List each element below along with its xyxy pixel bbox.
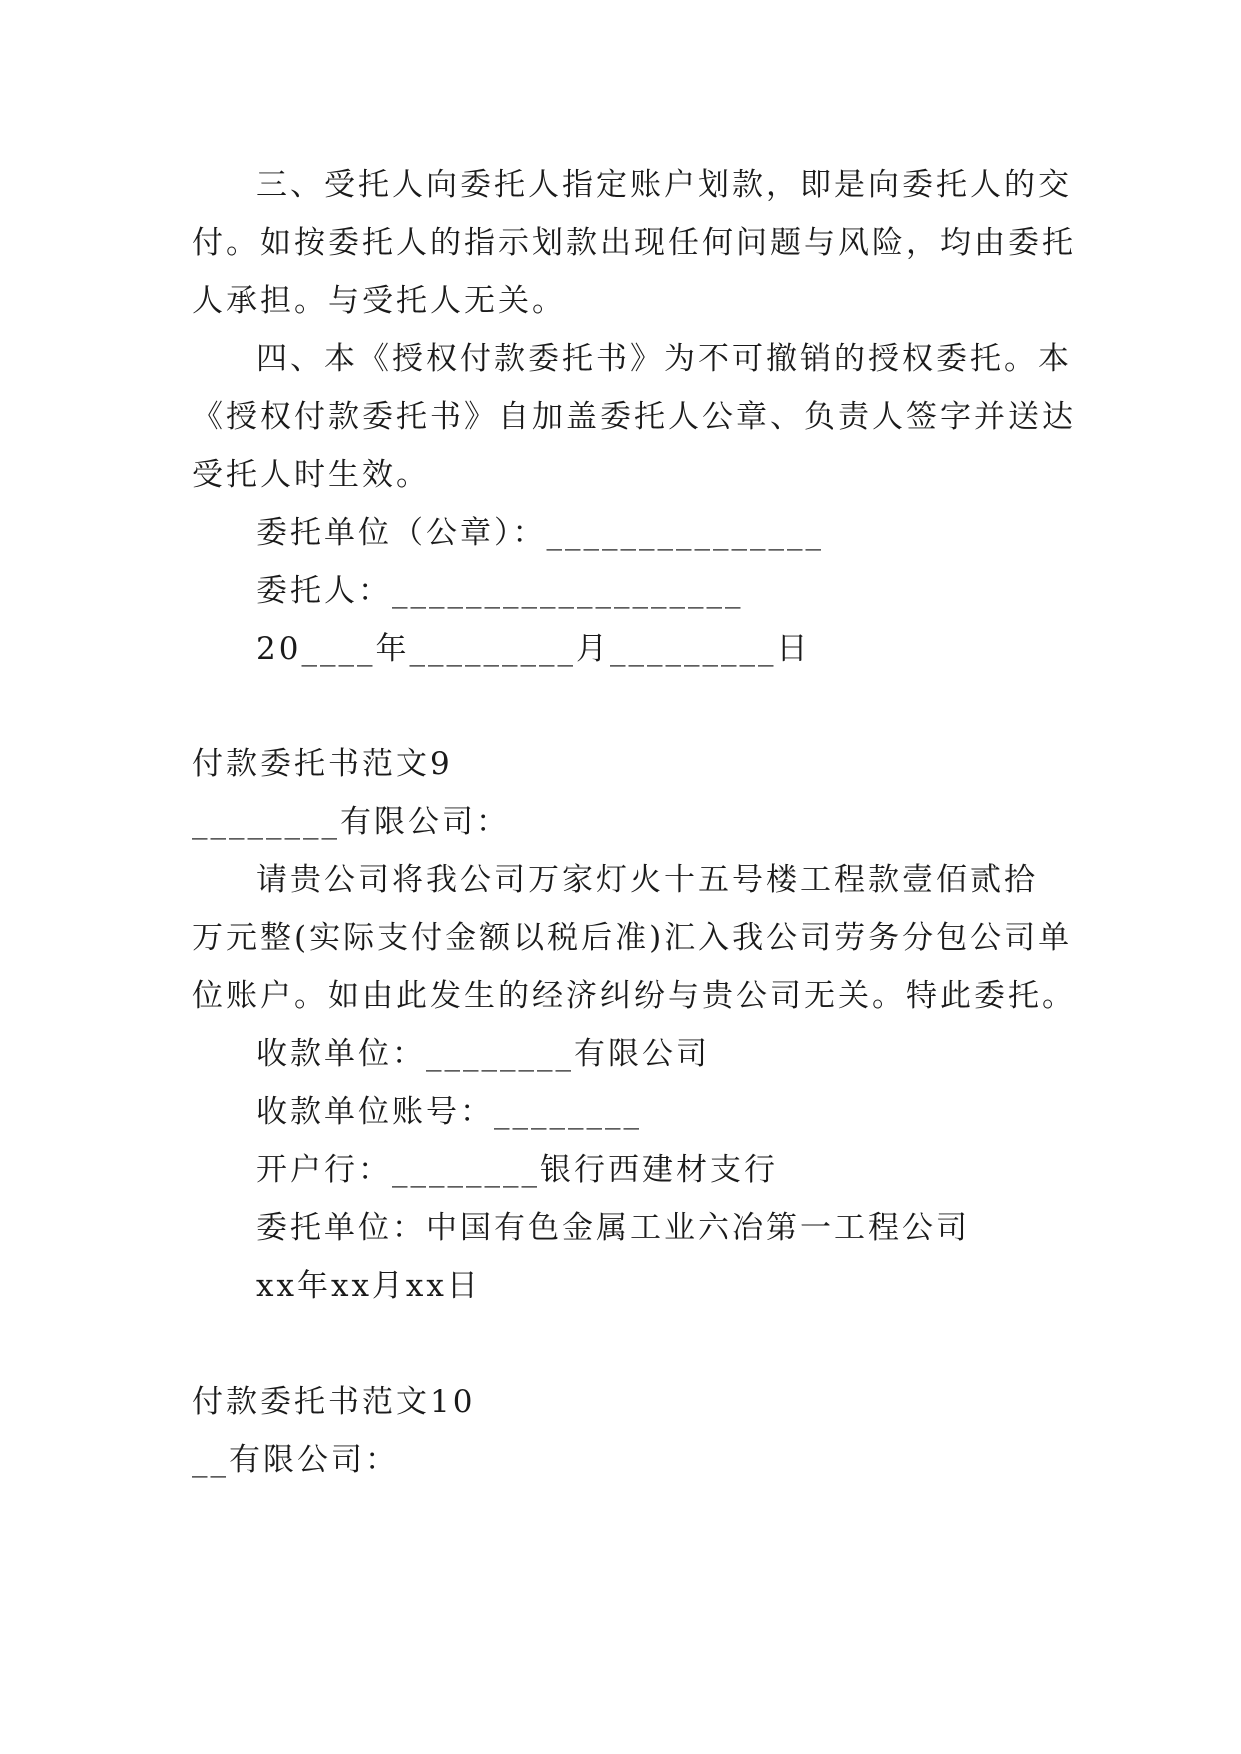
clause-3-line-3: 人承担。与受托人无关。 <box>192 283 566 319</box>
entrusting-unit-field: 委托单位：中国有色金属工业六冶第一工程公司 <box>256 1210 970 1246</box>
body-9-line-2: 万元整(实际支付金额以税后准)汇入我公司劳务分包公司单 <box>192 920 1073 956</box>
bank-field: 开户行：________银行西建材支行 <box>256 1152 778 1188</box>
clause-3-line-1: 三、受托人向委托人指定账户划款，即是向委托人的交 <box>256 167 1072 203</box>
date-9: xx年xx月xx日 <box>256 1268 481 1304</box>
clause-4-line-2: 《授权付款委托书》自加盖委托人公章、负责人签字并送达 <box>192 399 1076 435</box>
entrusting-unit-seal-field: 委托单位（公章）：_______________ <box>256 515 824 551</box>
body-9-line-3: 位账户。如由此发生的经济纠纷与贵公司无关。特此委托。 <box>192 978 1076 1014</box>
addressee-9: ________有限公司： <box>192 804 510 840</box>
payee-unit-field: 收款单位：________有限公司 <box>256 1036 710 1072</box>
clause-3-line-2: 付。如按委托人的指示划款出现任何问题与风险，均由委托 <box>192 225 1076 261</box>
section-title-9: 付款委托书范文9 <box>192 746 453 782</box>
payee-account-field: 收款单位账号：________ <box>256 1094 642 1130</box>
body-9-line-1: 请贵公司将我公司万家灯火十五号楼工程款壹佰贰拾 <box>256 862 1038 898</box>
clause-4-line-3: 受托人时生效。 <box>192 457 430 493</box>
entrusting-person-field: 委托人：___________________ <box>256 573 744 609</box>
date-field: 20____年_________月_________日 <box>256 631 811 667</box>
section-title-10: 付款委托书范文10 <box>192 1384 476 1420</box>
addressee-10: __有限公司： <box>192 1442 399 1478</box>
clause-4-line-1: 四、本《授权付款委托书》为不可撤销的授权委托。本 <box>256 341 1072 377</box>
